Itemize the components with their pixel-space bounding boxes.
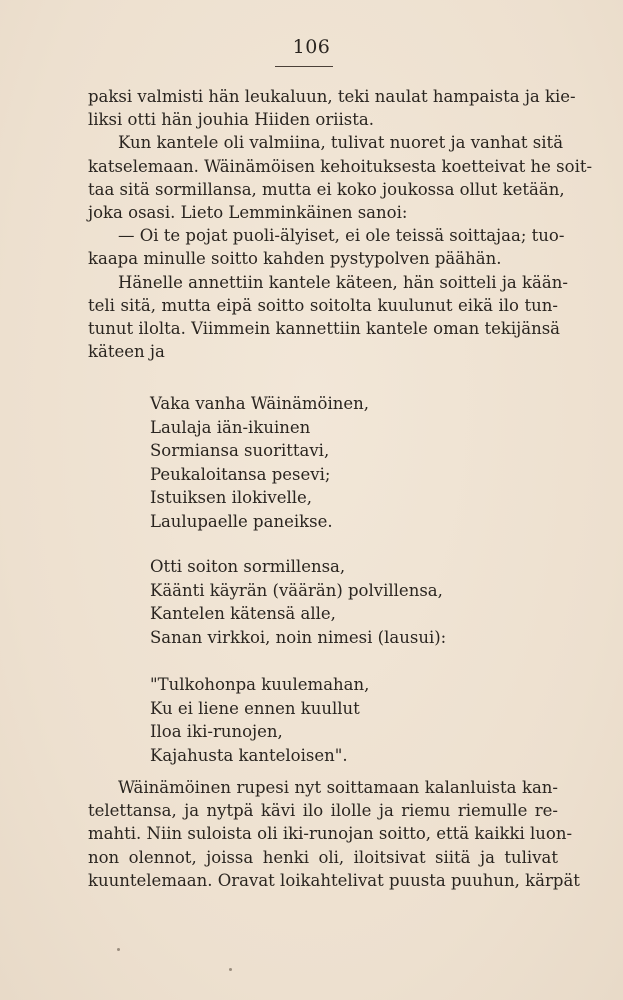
header-rule: [275, 66, 333, 67]
verse-stanza-1: [150, 392, 369, 534]
verse-line: Käänti käyrän (väärän) polvillensa,: [150, 580, 443, 600]
text-line: Hänelle annettiin kantele käteen, hän soitteli ja kään-: [118, 272, 568, 292]
page-number: 106: [292, 36, 331, 58]
verse-line: Otti soiton sormillensa,: [150, 557, 346, 576]
text-line: katselemaan. Wäinämöisen kehoituksesta koetteivat he soit-: [88, 156, 593, 176]
text-line: tunut ilolta. Viimmein kannettiin kantele oman tekijänsä: [88, 319, 561, 339]
text-line: kuuntelemaan. Oravat loikahtelivat puusta puuhun, kärpät: [88, 870, 580, 890]
text-line: taa sitä sormillansa, mutta ei koko joukossa ollut ketään,: [88, 179, 565, 199]
verse-line: Iloa iki-runojen,: [150, 722, 283, 742]
verse-line: Kantelen kätensä alle,: [150, 604, 336, 624]
paragraph-1: [88, 85, 593, 363]
verse-line: "Tulkohonpa kuulemahan,: [150, 675, 370, 694]
verse-stanza-2: [150, 555, 446, 649]
text-line: teli sitä, mutta eipä soitto soitolta kuulunut eikä ilo tun-: [88, 295, 558, 315]
text-line: joka osasi. Lieto Lemminkäinen sanoi:: [88, 203, 408, 223]
paper-speck: [117, 948, 120, 951]
verse-line: Sormiansa suorittavi,: [150, 441, 330, 461]
text-line: telettansa, ja nytpä kävi ilo ilolle ja riemu riemulle re-: [88, 801, 558, 821]
verse-line: Sanan virkkoi, noin nimesi (lausui):: [150, 627, 447, 647]
verse-line: Laulaja iän-ikuinen: [150, 417, 311, 437]
text-line: kaapa minulle soitto kahden pystypolven päähän.: [88, 249, 502, 269]
verse-line: Laulupaelle paneikse.: [150, 511, 333, 531]
text-line: Wäinämöinen rupesi nyt soittamaan kalanluista kan-: [118, 778, 558, 797]
text-line: liksi otti hän jouhia Hiiden oriista.: [88, 110, 374, 130]
text-line: käteen ja: [88, 342, 165, 362]
text-line: paksi valmisti hän leukaluun, teki naulat hampaista ja kie-: [88, 87, 576, 106]
verse-line: Peukaloitansa pesevi;: [150, 464, 331, 484]
text-line: mahti. Niin suloista oli iki-runojan soitto, että kaikki luon-: [88, 824, 573, 844]
paper-speck: [229, 968, 232, 971]
verse-line: Vaka vanha Wäinämöinen,: [150, 394, 370, 413]
verse-line: Ku ei liene ennen kuullut: [150, 698, 360, 718]
paragraph-2: [88, 776, 580, 892]
verse-line: Kajahusta kanteloisen".: [150, 745, 348, 765]
text-line: — Oi te pojat puoli-älyiset, ei ole teissä soittajaa; tuo-: [118, 226, 565, 246]
text-line: Kun kantele oli valmiina, tulivat nuoret ja vanhat sitä: [118, 133, 564, 153]
verse-line: Istuiksen ilokivelle,: [150, 488, 313, 508]
text-line: non olennot, joissa henki oli, iloitsivat siitä ja tulivat: [88, 847, 558, 867]
verse-stanza-3: [150, 673, 369, 767]
